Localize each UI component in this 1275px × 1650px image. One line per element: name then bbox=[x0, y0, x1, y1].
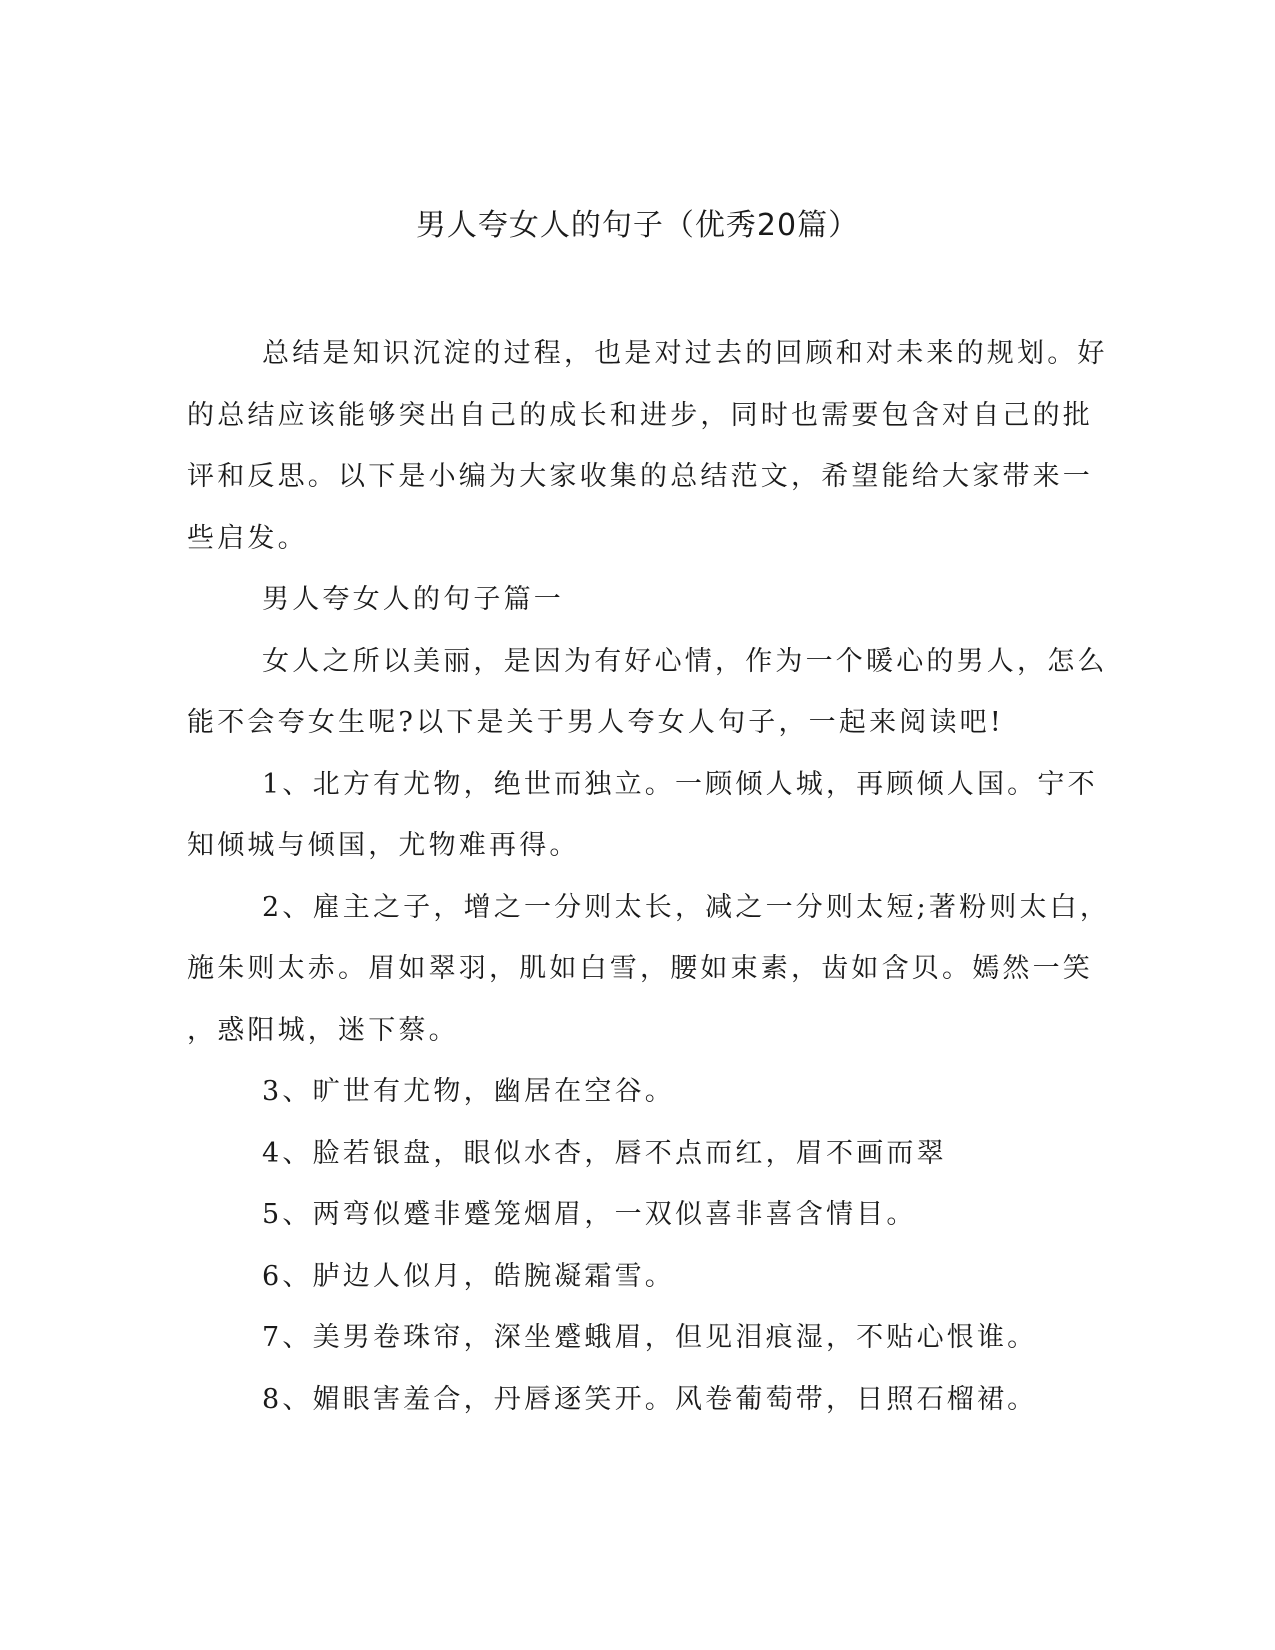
section-heading bbox=[187, 569, 1067, 631]
list-item-line: 8、媚眼害羞合，丹唇逐笑开。风卷葡萄带，日照石榴裙。 bbox=[262, 1383, 1038, 1415]
list-item-line: 施朱则太赤。眉如翠羽，肌如白雪，腰如束素，齿如含贝。嫣然一笑 bbox=[187, 953, 1093, 984]
list-item bbox=[187, 1123, 1067, 1185]
lead-paragraph bbox=[187, 631, 1108, 754]
lead-line: 能不会夸女生呢?以下是关于男人夸女人句子，一起来阅读吧! bbox=[187, 707, 1004, 738]
list-item bbox=[187, 1307, 1067, 1369]
list-item bbox=[187, 754, 1098, 877]
document-title: 男人夸女人的句子（优秀20篇） bbox=[415, 208, 860, 243]
document-body bbox=[187, 323, 1111, 1430]
intro-line: 些启发。 bbox=[187, 522, 308, 554]
list-item-line: 3、旷世有尤物，幽居在空谷。 bbox=[262, 1076, 675, 1107]
list-item-line: 7、美男卷珠帘，深坐蹙蛾眉，但见泪痕湿，不贴心恨谁。 bbox=[262, 1322, 1038, 1353]
list-item-line: 5、两弯似蹙非蹙笼烟眉，一双似喜非喜含情目。 bbox=[262, 1199, 917, 1230]
list-item-line: 4、脸若银盘，眼似水杏，唇不点而红，眉不画而翠 bbox=[262, 1137, 947, 1169]
list-item bbox=[187, 1246, 1067, 1308]
list-item-line: ，惑阳城，迷下蔡。 bbox=[187, 1014, 459, 1046]
lead-line: 女人之所以美丽，是因为有好心情，作为一个暖心的男人，怎么 bbox=[262, 645, 1108, 677]
list-item bbox=[187, 1184, 1067, 1246]
intro-paragraph bbox=[187, 323, 1108, 569]
list-item-line: 1、北方有尤物，绝世而独立。一顾倾人城，再顾倾人国。宁不 bbox=[262, 768, 1098, 800]
list-item-line: 知倾城与倾国，尤物难再得。 bbox=[187, 830, 580, 861]
list-item bbox=[187, 1061, 1067, 1123]
intro-line: 评和反思。以下是小编为大家收集的总结范文，希望能给大家带来一 bbox=[187, 461, 1093, 492]
intro-line: 的总结应该能够突出自己的成长和进步，同时也需要包含对自己的批 bbox=[187, 399, 1093, 431]
list-item-line: 6、胪边人似月，皓腕凝霜雪。 bbox=[262, 1260, 675, 1292]
list-item bbox=[187, 1369, 1067, 1431]
list-item bbox=[187, 877, 1111, 1062]
intro-line: 总结是知识沉淀的过程，也是对过去的回顾和对未来的规划。好 bbox=[262, 338, 1108, 369]
list-item-line: 2、雇主之子，增之一分则太长，减之一分则太短;著粉则太白， bbox=[262, 891, 1111, 923]
section-heading-text: 男人夸女人的句子篇一 bbox=[262, 584, 564, 615]
